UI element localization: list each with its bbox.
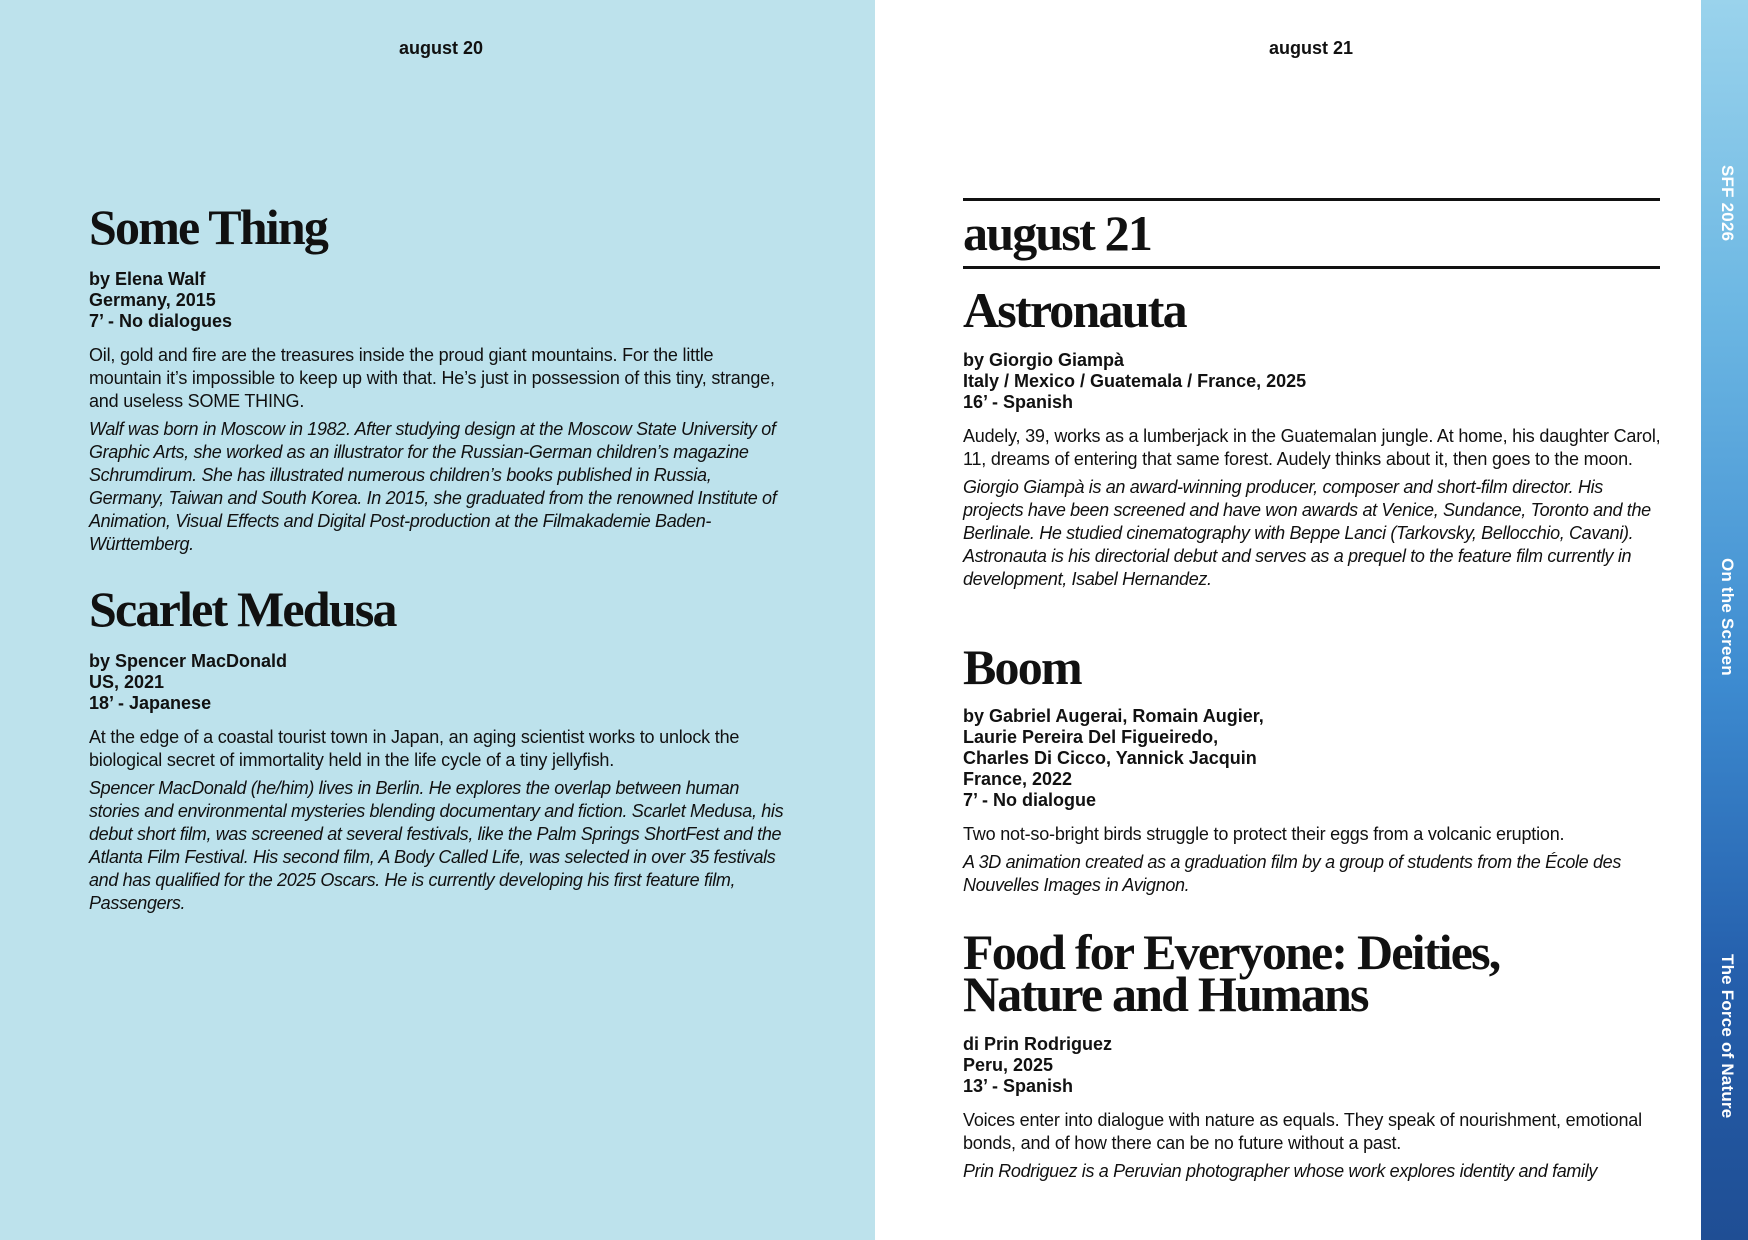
strip-label-sff: SFF 2026 (1718, 165, 1737, 242)
strip-label-force-of-nature[interactable]: The Force of Nature (1718, 954, 1737, 1119)
film-title: Scarlet Medusa (89, 581, 396, 637)
film-country-year: Peru, 2025 (963, 1055, 1054, 1075)
date-rule-top (963, 198, 1660, 201)
film-title: Astronauta (963, 282, 1186, 338)
film-duration-language: 13’ - Spanish (963, 1076, 1074, 1096)
film-country-year: Italy / Mexico / Guatemala / France, 2025 (963, 371, 1307, 391)
film-title: Boom (963, 639, 1081, 695)
film-duration-language: 7’ - No dialogues (89, 311, 233, 331)
film-country-year: France, 2022 (963, 769, 1073, 789)
film-bio: Giorgio Giampà is an award-winning producer, composer and short-film director. His projects have been screened and have won awards at Venice, Sundance, Toronto and the Berlinale. He studied cinematography with Beppe Lanci (Tarkovsky, Bellocchio, Cavani). Astronauta is his directorial debut and serves as a prequel to the feature film currently in development, Isabel Hernandez. (963, 477, 1651, 589)
film-director-line: by Gabriel Augerai, Romain Augier, (963, 706, 1264, 726)
film-entry-some-thing (89, 199, 789, 556)
film-synopsis: Audely, 39, works as a lumberjack in the Guatemalan jungle. At home, his daughter Carol, 11, dreams of entering that same forest. Audely thinks about it, then goes to the moon. (963, 426, 1661, 469)
film-duration-language: 18’ - Japanese (89, 693, 212, 713)
film-synopsis: At the edge of a coastal tourist town in Japan, an aging scientist works to unlock the biological secret of immortality held in the life cycle of a tiny jellyfish. (89, 727, 740, 770)
film-director-line: Charles Di Cicco, Yannick Jacquin (963, 748, 1257, 768)
film-director: by Giorgio Giampà (963, 350, 1125, 370)
film-title: Some Thing (89, 199, 328, 255)
film-entry-food-for-everyone (963, 924, 1663, 1183)
film-title-line: Nature and Humans (963, 966, 1368, 1022)
date-heading: august 21 (963, 205, 1152, 261)
film-duration-language: 16’ - Spanish (963, 392, 1074, 412)
film-bio: Walf was born in Moscow in 1982. After studying design at the Moscow State University of Graphic Arts, she worked as an illustrator for the Russian-German children’s magazine Schrumdirum. She has illustrated numerous children’s books published in Russia, Germany, Taiwan and South Korea. In 2015, she graduated from the renowned Institute of Animation, Visual Effects and Digital Post-production at the Filmakademie Baden-Württemberg. (89, 419, 777, 554)
film-country-year: US, 2021 (89, 672, 165, 692)
film-director-line: Laurie Pereira Del Figueiredo, (963, 727, 1219, 747)
film-synopsis: Two not-so-bright birds struggle to protect their eggs from a volcanic eruption. (963, 824, 1565, 844)
film-title-line: Food for Everyone: Deities, (963, 924, 1500, 980)
film-bio: A 3D animation created as a graduation film by a group of students from the École des Nouvelles Images in Avignon. (963, 852, 1621, 895)
strip-label-on-the-screen[interactable]: On the Screen (1718, 558, 1737, 676)
film-director: by Elena Walf (89, 269, 206, 289)
film-country-year: Germany, 2015 (89, 290, 216, 310)
film-synopsis: Oil, gold and fire are the treasures inside the proud giant mountains. For the little mountain it’s impossible to keep up with that. He’s just in possession of this tiny, strange, and useless SOME THING. (89, 345, 775, 411)
film-entry-astronauta (963, 282, 1663, 591)
film-synopsis: Voices enter into dialogue with nature as equals. They speak of nourishment, emotional bonds, and of how there can be no future without a past. (963, 1110, 1642, 1153)
film-entry-scarlet-medusa (89, 581, 789, 915)
film-entry-boom (963, 639, 1663, 897)
film-title (963, 924, 1663, 1022)
film-bio: Prin Rodriguez is a Peruvian photographer whose work explores identity and family (963, 1161, 1597, 1181)
film-director: by Spencer MacDonald (89, 651, 288, 671)
film-director: di Prin Rodriguez (963, 1034, 1113, 1054)
film-bio: Spencer MacDonald (he/him) lives in Berlin. He explores the overlap between human stories and environmental mysteries blending documentary and fiction. Scarlet Medusa, his debut short film, was screened at several festivals, like the Palm Springs ShortFest and the Atlanta Film Festival. His second film, A Body Called Life, was selected in over 35 festivals and has qualified for the 2025 Oscars. He is currently developing his first feature film, Passengers. (89, 778, 784, 913)
running-head-left: august 20 (399, 38, 484, 58)
running-head-right: august 21 (1269, 38, 1354, 58)
film-duration-language: 7’ - No dialogue (963, 790, 1097, 810)
date-rule-bottom (963, 266, 1660, 269)
